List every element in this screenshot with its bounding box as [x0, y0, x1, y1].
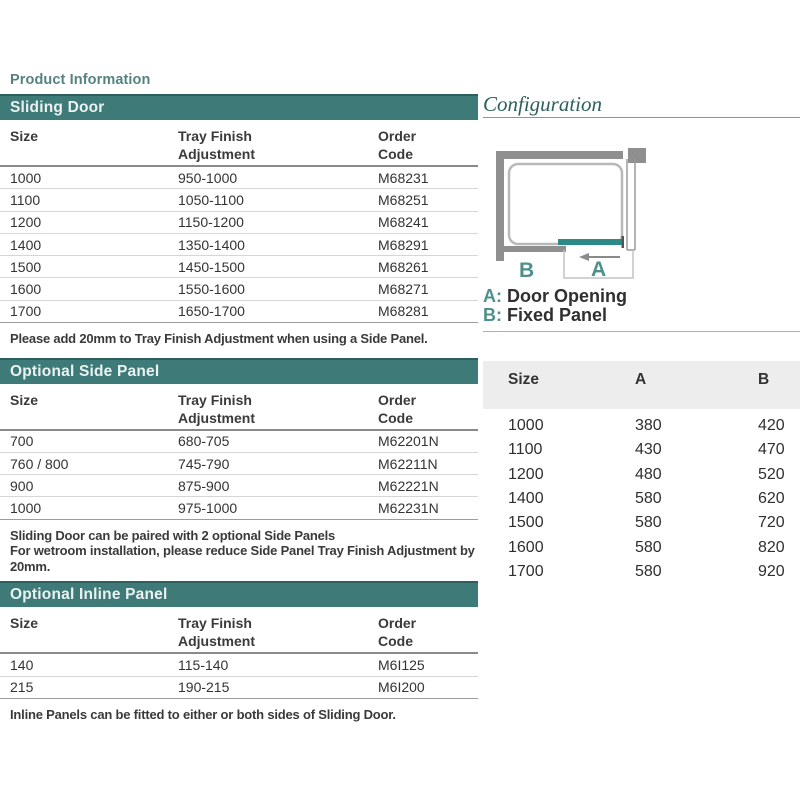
table-row: [483, 511, 800, 535]
cell-tray-adjustment: 950-1000: [178, 169, 238, 186]
cell-size: 1100: [10, 191, 41, 208]
shower-tray-outline: [509, 164, 622, 244]
table-row: [0, 212, 478, 234]
section-title: Optional Side Panel: [10, 362, 160, 380]
cell-tray-adjustment: 1150-1200: [178, 214, 244, 231]
cell-order-code: M6I125: [378, 656, 425, 673]
table-row: [0, 497, 478, 519]
cell-b-dimension: 420: [758, 417, 785, 435]
table-row: [0, 301, 478, 323]
cell-order-code: M62231N: [378, 500, 439, 517]
col-header-size: Size: [10, 391, 39, 408]
col-header-b: B: [758, 371, 770, 388]
cell-b-dimension: 520: [758, 465, 785, 483]
cell-size: 900: [10, 477, 34, 494]
cell-order-code: M62221N: [378, 477, 439, 494]
section-title: Sliding Door: [10, 99, 105, 116]
cell-b-dimension: 820: [758, 538, 785, 556]
col-header-a: A: [635, 371, 647, 388]
cell-tray-adjustment: 190-215: [178, 679, 230, 696]
section-header-sliding-door: [0, 94, 478, 120]
inline-panel-rows: [0, 654, 478, 699]
legend-line-a: [483, 287, 800, 306]
table-row: [0, 654, 478, 676]
col-header-tray-finish: Tray Finish Adjustment: [178, 128, 255, 162]
cell-size: 1000: [508, 417, 544, 435]
cell-order-code: M62201N: [378, 433, 439, 450]
col-header-order-code: Order Code: [378, 128, 417, 162]
cell-size: 1100: [508, 441, 543, 459]
table-row: [0, 475, 478, 497]
cell-order-code: M6I200: [378, 679, 425, 696]
col-header-order-code: Order Code: [378, 615, 417, 650]
sliding-door-rows: [0, 167, 478, 323]
corner-wall-block: [628, 148, 646, 163]
legend-key-a: A:: [483, 286, 502, 306]
side-panel-rows: [0, 431, 478, 520]
configuration-column: [483, 0, 800, 584]
legend-key-b: B:: [483, 305, 502, 325]
cell-size: 215: [10, 679, 34, 696]
cell-size: 1200: [10, 214, 42, 231]
dimension-table-headers: [483, 361, 800, 409]
door-handle-tick: [622, 236, 625, 248]
cell-tray-adjustment: 875-900: [178, 477, 230, 494]
cell-tray-adjustment: 975-1000: [178, 500, 238, 517]
table-row: [0, 234, 478, 256]
col-header-size: Size: [508, 371, 540, 388]
cell-a-dimension: 580: [635, 490, 662, 508]
table-row: [483, 414, 800, 438]
table-row: [483, 438, 800, 462]
table-row: [0, 189, 478, 211]
legend-label-a: Door Opening: [502, 286, 627, 306]
dimension-table: [483, 361, 800, 584]
cell-size: 1000: [10, 169, 42, 186]
enclosure-top-view-diagram: [483, 140, 800, 285]
table-row: [483, 487, 800, 511]
legend-line-b: [483, 306, 800, 325]
side-panel-note-2: For wetroom installation, please reduce Side Panel Tray Finish Adjustment by 20mm.: [10, 543, 475, 574]
cell-tray-adjustment: 115-140: [178, 656, 229, 673]
cell-size: 1700: [10, 303, 42, 320]
cell-b-dimension: 920: [758, 562, 785, 580]
dimension-table-rows: [483, 414, 800, 584]
cell-tray-adjustment: 1350-1400: [178, 236, 245, 253]
cell-order-code: M68271: [378, 281, 429, 298]
cell-order-code: M62211N: [378, 455, 438, 472]
cell-order-code: M68231: [378, 169, 429, 186]
section-header-inline-panel: [0, 581, 478, 607]
cell-size: 1500: [10, 258, 42, 275]
cell-size: 1600: [508, 538, 544, 556]
cell-a-dimension: 480: [635, 465, 662, 483]
sliding-door-bar: [558, 239, 622, 245]
cell-tray-adjustment: 1550-1600: [178, 281, 245, 298]
table-row: [483, 463, 800, 487]
cell-tray-adjustment: 1450-1500: [178, 258, 245, 275]
cell-tray-adjustment: 745-790: [178, 455, 230, 472]
side-panel-note-1: Sliding Door can be paired with 2 optional Side Panels: [10, 527, 336, 543]
cell-a-dimension: 580: [635, 538, 662, 556]
diagram-label-b: B: [519, 259, 535, 282]
col-header-size: Size: [10, 615, 39, 632]
configuration-heading: Configuration: [483, 92, 800, 118]
table-row: [0, 677, 478, 699]
fixed-panel-bar: [504, 246, 566, 252]
sliding-door-column-headers: [0, 120, 478, 167]
table-row: [0, 431, 478, 453]
col-header-order-code: Order Code: [378, 391, 417, 426]
cell-a-dimension: 580: [635, 514, 662, 532]
left-wall: [496, 151, 504, 261]
cell-size: 1400: [10, 236, 42, 253]
inline-panel-column-headers: [0, 607, 478, 654]
cell-tray-adjustment: 1050-1100: [178, 191, 244, 208]
table-row: [483, 560, 800, 584]
cell-order-code: M68251: [378, 191, 429, 208]
legend-label-b: Fixed Panel: [502, 305, 608, 325]
cell-size: 1200: [508, 465, 544, 483]
top-wall: [496, 151, 623, 159]
cell-a-dimension: 430: [635, 441, 662, 459]
cell-order-code: M68241: [378, 214, 429, 231]
table-row: [0, 256, 478, 278]
section-title: Optional Inline Panel: [10, 586, 168, 604]
cell-b-dimension: 470: [758, 441, 785, 459]
inline-panel-note: Inline Panels can be fitted to either or both sides of Sliding Door.: [10, 706, 396, 722]
cell-size: 1500: [508, 514, 544, 532]
page-title: Product Information: [10, 72, 151, 88]
side-panel-column-headers: [0, 384, 478, 431]
cell-size: 700: [10, 433, 34, 450]
col-header-tray-finish: Tray Finish Adjustment: [178, 615, 255, 650]
cell-order-code: M68281: [378, 303, 429, 320]
table-row: [0, 453, 478, 475]
cell-order-code: M68291: [378, 236, 429, 253]
cell-order-code: M68261: [378, 258, 429, 275]
cell-b-dimension: 720: [758, 514, 785, 532]
cell-b-dimension: 620: [758, 490, 785, 508]
cell-size: 1600: [10, 281, 42, 298]
door-direction-arrowhead: [579, 253, 589, 261]
cell-size: 1400: [508, 490, 544, 508]
section-header-side-panel: [0, 358, 478, 384]
cell-a-dimension: 380: [635, 417, 662, 435]
cell-size: 1700: [508, 562, 544, 580]
cell-a-dimension: 580: [635, 562, 662, 580]
cell-size: 760 / 800: [10, 455, 69, 472]
diagram-legend: [483, 287, 800, 332]
table-row: [0, 278, 478, 300]
col-header-size: Size: [10, 128, 39, 144]
cell-size: 140: [10, 656, 34, 673]
table-row: [0, 167, 478, 189]
cell-size: 1000: [10, 500, 42, 517]
col-header-tray-finish: Tray Finish Adjustment: [178, 391, 255, 426]
cell-tray-adjustment: 680-705: [178, 433, 230, 450]
diagram-label-a: A: [591, 258, 607, 281]
cell-tray-adjustment: 1650-1700: [178, 303, 245, 320]
sliding-door-note: Please add 20mm to Tray Finish Adjustment when using a Side Panel.: [10, 331, 428, 347]
table-row: [483, 535, 800, 559]
